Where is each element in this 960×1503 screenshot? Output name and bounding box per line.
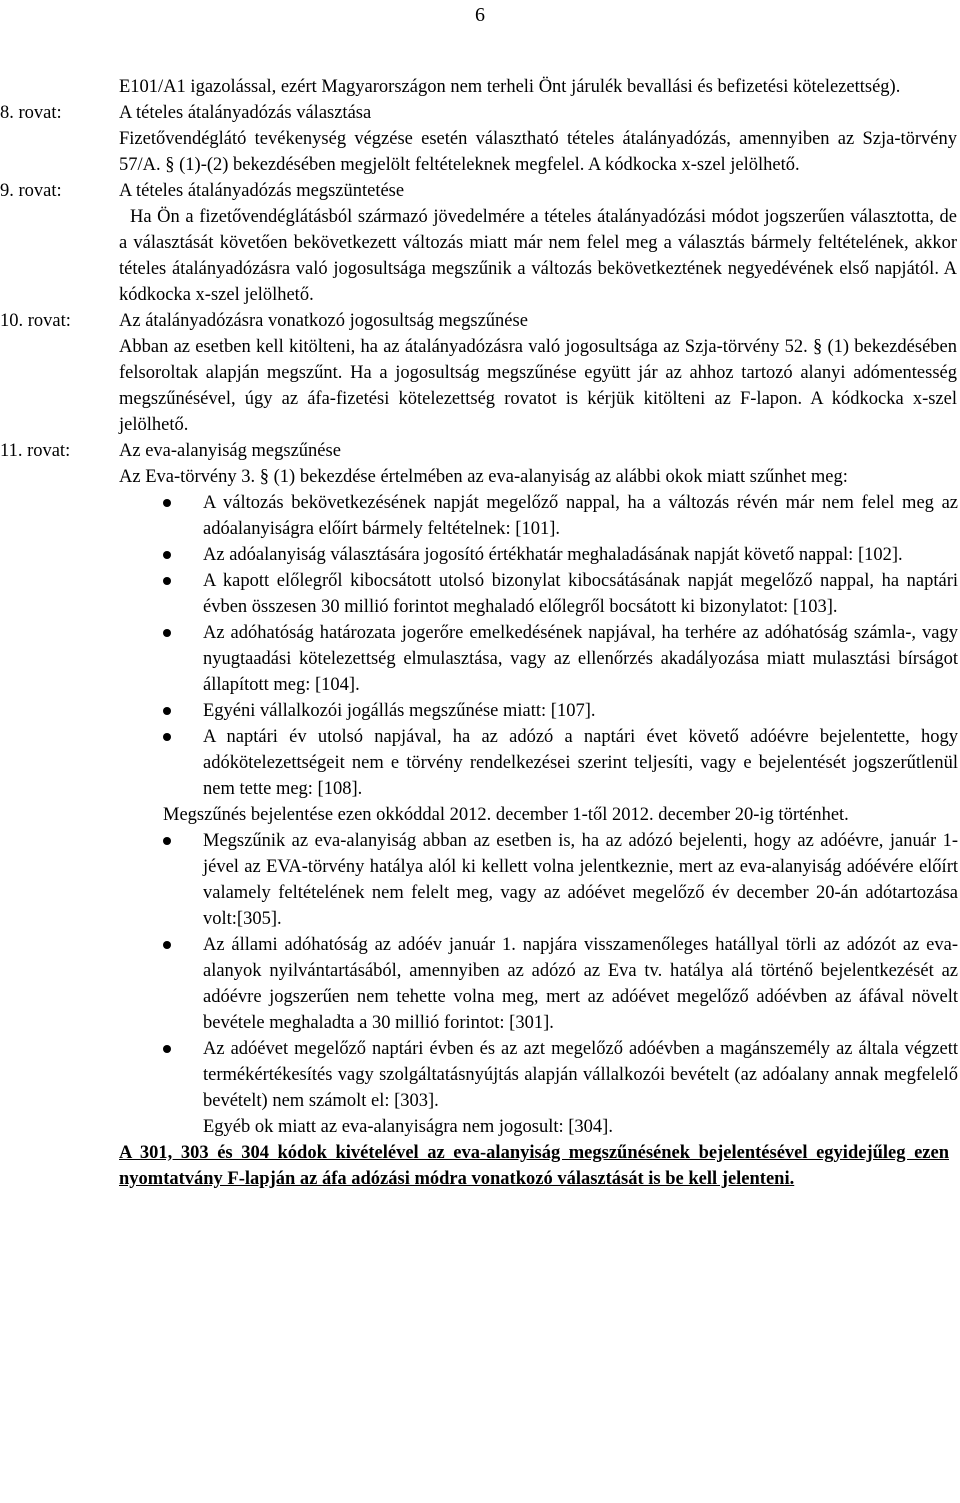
final-bold-notice: A 301, 303 és 304 kódok kivételével az eva-alanyiság megszűnésének bejelentésével egyidejűleg ezen nyomtatvány F-lapján az áfa adózási módra vonatkozó választását is be kell jelenteni. [119,1143,949,1189]
row-label: 9. rovat: [0,181,62,201]
row-label: 8. rovat: [0,103,62,123]
list-item [203,542,958,568]
list-item [203,828,958,932]
row-title: A tételes átalányadózás megszüntetése [119,181,405,201]
list-item-text: A kapott előlegről kibocsátott utolsó bizonylat kibocsátásának napját megelőző nappal, ha naptári évben összesen 30 millió forintot meghaladó előlegről bocsátott ki bizonylatot: [103]. [203,571,958,617]
row-title: Az eva-alanyiság megszűnése [119,441,341,461]
row-body: Ha Ön a fizetővendéglátásból származó jövedelmére a tételes átalányadózási módot jogszerűen választotta, de a választását követően bekövetkezett változás miatt már nem felel meg a választás bármely feltételének, akkor tételes átalányadózásra való jogosultsága megszűnik a változás bekövetkeztének negyedévének első napjától. A kódkocka x-szel jelölhető. [119,207,957,305]
bullet-icon [163,1045,171,1053]
list-item-text: Egyéni vállalkozói jogállás megszűnése miatt: [107]. [203,701,596,721]
deadline-note: Megszűnés bejelentése ezen okkóddal 2012. december 1-től 2012. december 20-ig történhet. [163,805,849,825]
row-11 [0,438,960,490]
row-label: 10. rovat: [0,311,71,331]
list-item [203,698,958,724]
row-8 [0,100,960,178]
page-number: 6 [475,4,485,26]
row-10 [0,308,960,438]
document-body [0,74,960,1192]
list-item-text: A változás bekövetkezésének napját megelőző nappal, ha a változás révén már nem felel meg az adóalanyiságra előírt bármely feltételnek: [101]. [203,493,958,539]
list-item [203,1036,958,1114]
row-body: Abban az esetben kell kitölteni, ha az átalányadózásra való jogosultsága az Szja-törvény 52. § (1) bekezdésében felsoroltak alapján megszűnt. Ha a jogosultság megszűnése együtt jár az ahhoz tartozó alanyi adómentesség megszűnésével, úgy az áfa-fizetési kötelezettség rovatot is kérjük kitölteni az F-lapon. A kódkocka x-szel jelölhető. [119,337,957,435]
row-body: Fizetővendéglátó tevékenység végzése esetén választható tételes átalányadózás, amennyiben az Szja-törvény 57/A. § (1)-(2) bekezdésében megjelölt feltételeknek megfelel. A kódkocka x-szel jelölhető. [119,129,957,175]
list-item [203,620,958,698]
reason-list-a [0,490,960,802]
intro-paragraph: E101/A1 igazolással, ezért Magyarországon nem terheli Önt járulék bevallási és befizetési kötelezettség). [119,77,901,97]
list-item-text: A naptári év utolsó napjával, ha az adózó a naptári évet követő adóévre bejelentette, hogy adókötelezettségeit nem e törvény rendelkezései szerint teljesíti, vagy e bejelentését jogszerűtlenül nem tette meg: [108]. [203,727,958,799]
list-item [203,724,958,802]
bullet-icon [163,941,171,949]
list-item-text: Az adóhatóság határozata jogerőre emelkedésének napjával, ha terhére az adóhatóság számla-, vagy nyugtaadási kötelezettség elmulasztása, vagy az ellenőrzés akadályozása miatt mulasztási bírságot állapított meg: [104]. [203,623,958,695]
row-title: Az átalányadózásra vonatkozó jogosultság megszűnése [119,311,528,331]
bullet-icon [163,499,171,507]
list-item [203,932,958,1036]
list-item-text: Az adóévet megelőző naptári évben és az azt megelőző adóévben a magánszemély az általa végzett termékértékesítés vagy szolgáltatásnyújtás alapján vállalkozói bevételt (az adóalany annak megfelelő bevételt) nem számolt el: [303]. [203,1039,958,1111]
bullet-icon [163,577,171,585]
bullet-icon [163,707,171,715]
list-item [203,490,958,542]
list-item [203,568,958,620]
other-reason-line: Egyéb ok miatt az eva-alanyiságra nem jogosult: [304]. [203,1117,613,1137]
list-item-text: Megszűnik az eva-alanyiság abban az esetben is, ha az adózó bejelenti, hogy az adóévre, január 1-jével az EVA-törvény hatálya alól ki kellett volna jelentkeznie, mert az eva-alanyiság adóévére előírt valamely feltételének nem felelt meg, vagy az adóévet megelőző év december 20-án adótartozása volt:[305]. [203,831,958,929]
reason-list-b [0,828,960,1114]
list-item-text: Az állami adóhatóság az adóév január 1. napjára visszamenőleges hatállyal törli az adózót az eva-alanyok nyilvántartásából, amennyiben az adózó az Eva tv. hatálya alá történő bejelentkezését az adóévre jogszerűen nem tehette volna meg, mert az adóévet megelőző adóévben az áfával növelt bevétele meghaladta a 30 millió forintot: [301]. [203,935,958,1033]
bullet-icon [163,629,171,637]
row-body: Az Eva-törvény 3. § (1) bekezdése értelmében az eva-alanyiság az alábbi okok miatt szűnhet meg: [119,467,848,487]
bullet-icon [163,733,171,741]
bullet-icon [163,551,171,559]
row-title: A tételes átalányadózás választása [119,103,372,123]
bullet-icon [163,837,171,845]
list-item-text: Az adóalanyiság választására jogosító értékhatár meghaladásának napját követő nappal: [102]. [203,545,903,565]
row-label: 11. rovat: [0,441,71,461]
row-9 [0,178,960,308]
